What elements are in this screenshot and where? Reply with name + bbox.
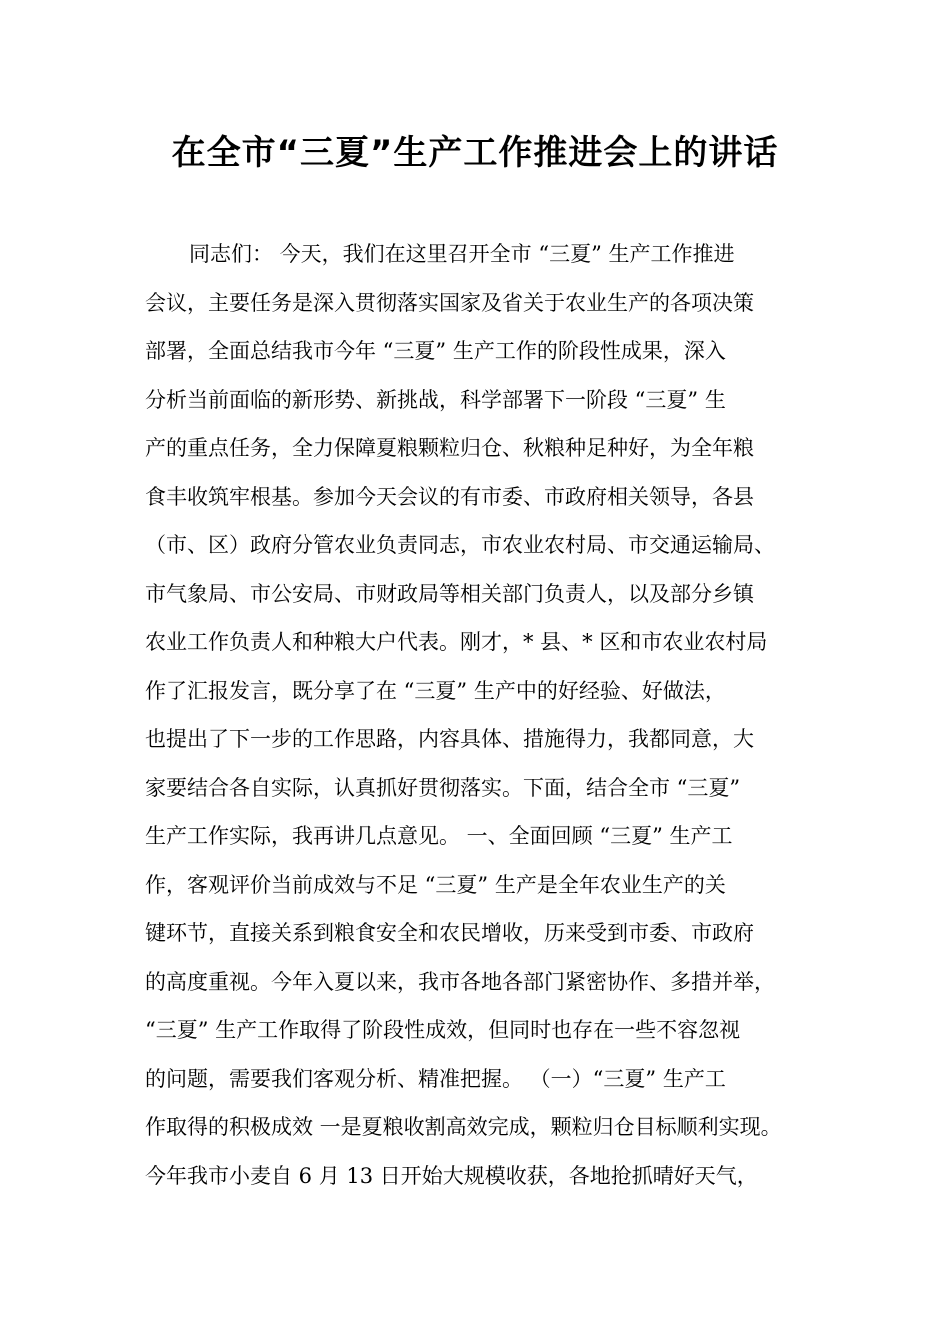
body-line: 市气象局、市公安局、市财政局等相关部门负责人，以及部分乡镇	[145, 581, 754, 606]
body-line: 同志们： 今天，我们在这里召开全市 “三夏” 生产工作推进	[189, 242, 735, 266]
body-line: 作取得的积极成效 一是夏粮收割高效完成，颗粒归仓目标顺利实现。	[145, 1115, 782, 1139]
body-line: 键环节，直接关系到粮食安全和农民增收，历来受到市委、市政府	[145, 921, 754, 945]
document-title: 在全市“三夏”生产工作推进会上的讲话	[171, 133, 779, 173]
body-line: （市、区）政府分管农业负责同志，市农业农村局、市交通运输局、	[145, 533, 775, 557]
body-line: 的高度重视。今年入夏以来，我市各地各部门紧密协作、多措并举，	[145, 969, 775, 994]
document-body	[145, 230, 835, 1200]
body-line: 产的重点任务，全力保障夏粮颗粒归仓、秋粮种足种好，为全年粮	[145, 436, 754, 460]
body-line: 部署，全面总结我市今年 “三夏” 生产工作的阶段性成果，深入	[145, 339, 726, 363]
body-line: 分析当前面临的新形势、新挑战，科学部署下一阶段 “三夏” 生	[145, 387, 726, 412]
body-line: 食丰收筑牢根基。参加今天会议的有市委、市政府相关领导，各县	[145, 484, 754, 509]
body-line: 作了汇报发言，既分享了在 “三夏” 生产中的好经验、好做法，	[145, 678, 726, 703]
body-line: 家要结合各自实际，认真抓好贯彻落实。下面，结合全市 “三夏”	[145, 775, 741, 800]
body-line: “三夏” 生产工作取得了阶段性成效，但同时也存在一些不容忽视	[145, 1018, 741, 1042]
body-line: 农业工作负责人和种粮大户代表。刚才，* 县、* 区和市农业农村局	[145, 630, 768, 654]
body-line: 会议，主要任务是深入贯彻落实国家及省关于农业生产的各项决策	[145, 290, 754, 315]
body-line: 也提出了下一步的工作思路，内容具体、措施得力，我都同意，大	[145, 727, 754, 751]
body-line: 的问题，需要我们客观分析、精准把握。 （一）“三夏” 生产工	[145, 1066, 726, 1091]
body-line: 生产工作实际，我再讲几点意见。 一、全面回顾 “三夏” 生产工	[145, 824, 733, 848]
body-line: 今年我市小麦自 6 月 13 日开始大规模收获，各地抢抓晴好天气，	[145, 1163, 758, 1188]
body-line: 作，客观评价当前成效与不足 “三夏” 生产是全年农业生产的关	[145, 872, 726, 897]
